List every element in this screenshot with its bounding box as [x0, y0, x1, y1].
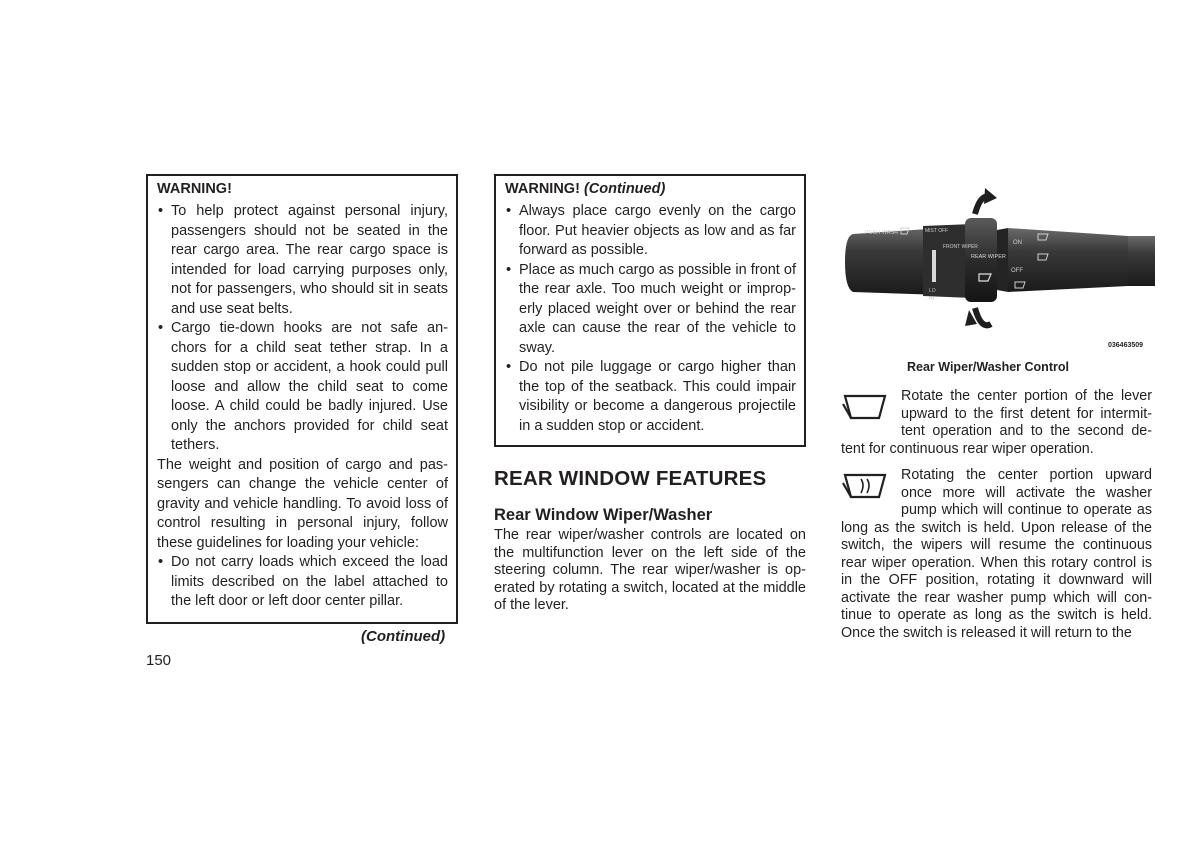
list-item: • Always place cargo evenly on the cargo floor. Put heavier objects as low and as far forward as possible. [505, 202, 796, 261]
continued-label: (Continued) [361, 628, 446, 645]
label-on: ON [1013, 240, 1022, 246]
wiper-paragraph-block [841, 388, 1152, 458]
page-number: 150 [146, 652, 172, 669]
rear-wiper-icon [841, 392, 889, 426]
warning-title: WARNING! [157, 181, 232, 197]
rotate-down-arrow-icon [965, 308, 991, 326]
warning-box-left [146, 174, 458, 624]
warning-bullets [157, 202, 448, 456]
section-heading: REAR WINDOW FEATURES [494, 467, 767, 490]
list-item: • Cargo tie-down hooks are not safe an-chors for a child seat tether strap. In a sudden stop or accident, a hook could pull loose and allow the child seat to come loose. A child could be badly injured. Use only the anchors provided for child seat tethers. [157, 319, 448, 456]
warning-paragraph: The weight and position of cargo and pas-sengers can change the vehicle center of gravity and vehicle handling. To avoid loss of control resulting in personal injury, follow these guidelines for loading your vehicle: [157, 456, 448, 551]
label-lo: LO [929, 288, 936, 294]
label-front-wiper: FRONT WIPER [943, 244, 978, 250]
warning-box-right [494, 174, 806, 447]
intermittent-indicator [932, 250, 936, 282]
subsection-heading: Rear Window Wiper/Washer [494, 506, 713, 524]
warning-bullets [505, 202, 796, 436]
list-item: • Do not pile luggage or cargo higher than the top of the seatback. This could impair visibility or become a dangerous projectile in a sudden stop or accident. [505, 358, 796, 436]
warning-title-continued: (Continued) [583, 181, 666, 197]
washer-paragraph-block [841, 467, 1152, 642]
label-push-wash: PUSH WASH [865, 230, 899, 236]
warning-title [505, 180, 796, 199]
rear-washer-icon [841, 471, 889, 505]
label-mist-off: MIST OFF [925, 228, 949, 234]
washer-paragraph: Rotating the center portion upward once more will activate the washer pump which will continue to operate as long as the switch is held. Upon release of the switch, the wipers will resume the continuous rear wiper operation. When this rotary control is in the OFF position, rotating it downward will activate the rear washer pump which will con-tinue to operate as long as the switch is held. Once the switch is released it will return to the [841, 467, 1152, 641]
rotary-ring [965, 218, 997, 302]
list-item: • To help protect against personal injury, passengers should not be seated in the rear cargo area. The rear cargo space is intended for load carrying purposes only, not for passengers, who should sit in seats and use seat belts. [157, 202, 448, 319]
warning-title-text: WARNING! [505, 181, 580, 197]
label-hi: HI [929, 296, 934, 302]
lever-shaft [1008, 228, 1128, 292]
subsection-text: The rear wiper/washer controls are located on the multifunction lever on the left side of the steering column. The rear wiper/washer is op-erated by rotating a switch, located at the middle of the lever. [494, 527, 806, 613]
list-item: • Place as much cargo as possible in front of the rear axle. Too much weight or improp-erly placed weight over or behind the rear axle can cause the rear of the vehicle to sway. [505, 261, 796, 359]
wiper-lever-figure [843, 184, 1155, 356]
label-rear-wiper: REAR WIPER [971, 254, 1006, 260]
label-off: OFF [1011, 268, 1023, 274]
figure-caption: Rear Wiper/Washer Control [907, 360, 1069, 374]
warning-bullets-2 [157, 553, 448, 612]
image-code: 036463509 [1108, 342, 1144, 349]
rotate-up-arrow-icon [975, 188, 997, 214]
list-item: • Do not carry loads which exceed the load limits described on the label attached to the left door or left door center pillar. [157, 553, 448, 612]
ring-shoulder [997, 228, 1008, 292]
wiper-paragraph: Rotate the center portion of the lever upward to the first detent for intermit-tent operation and to the second de-tent for continuous rear wiper operation. [841, 388, 1152, 457]
